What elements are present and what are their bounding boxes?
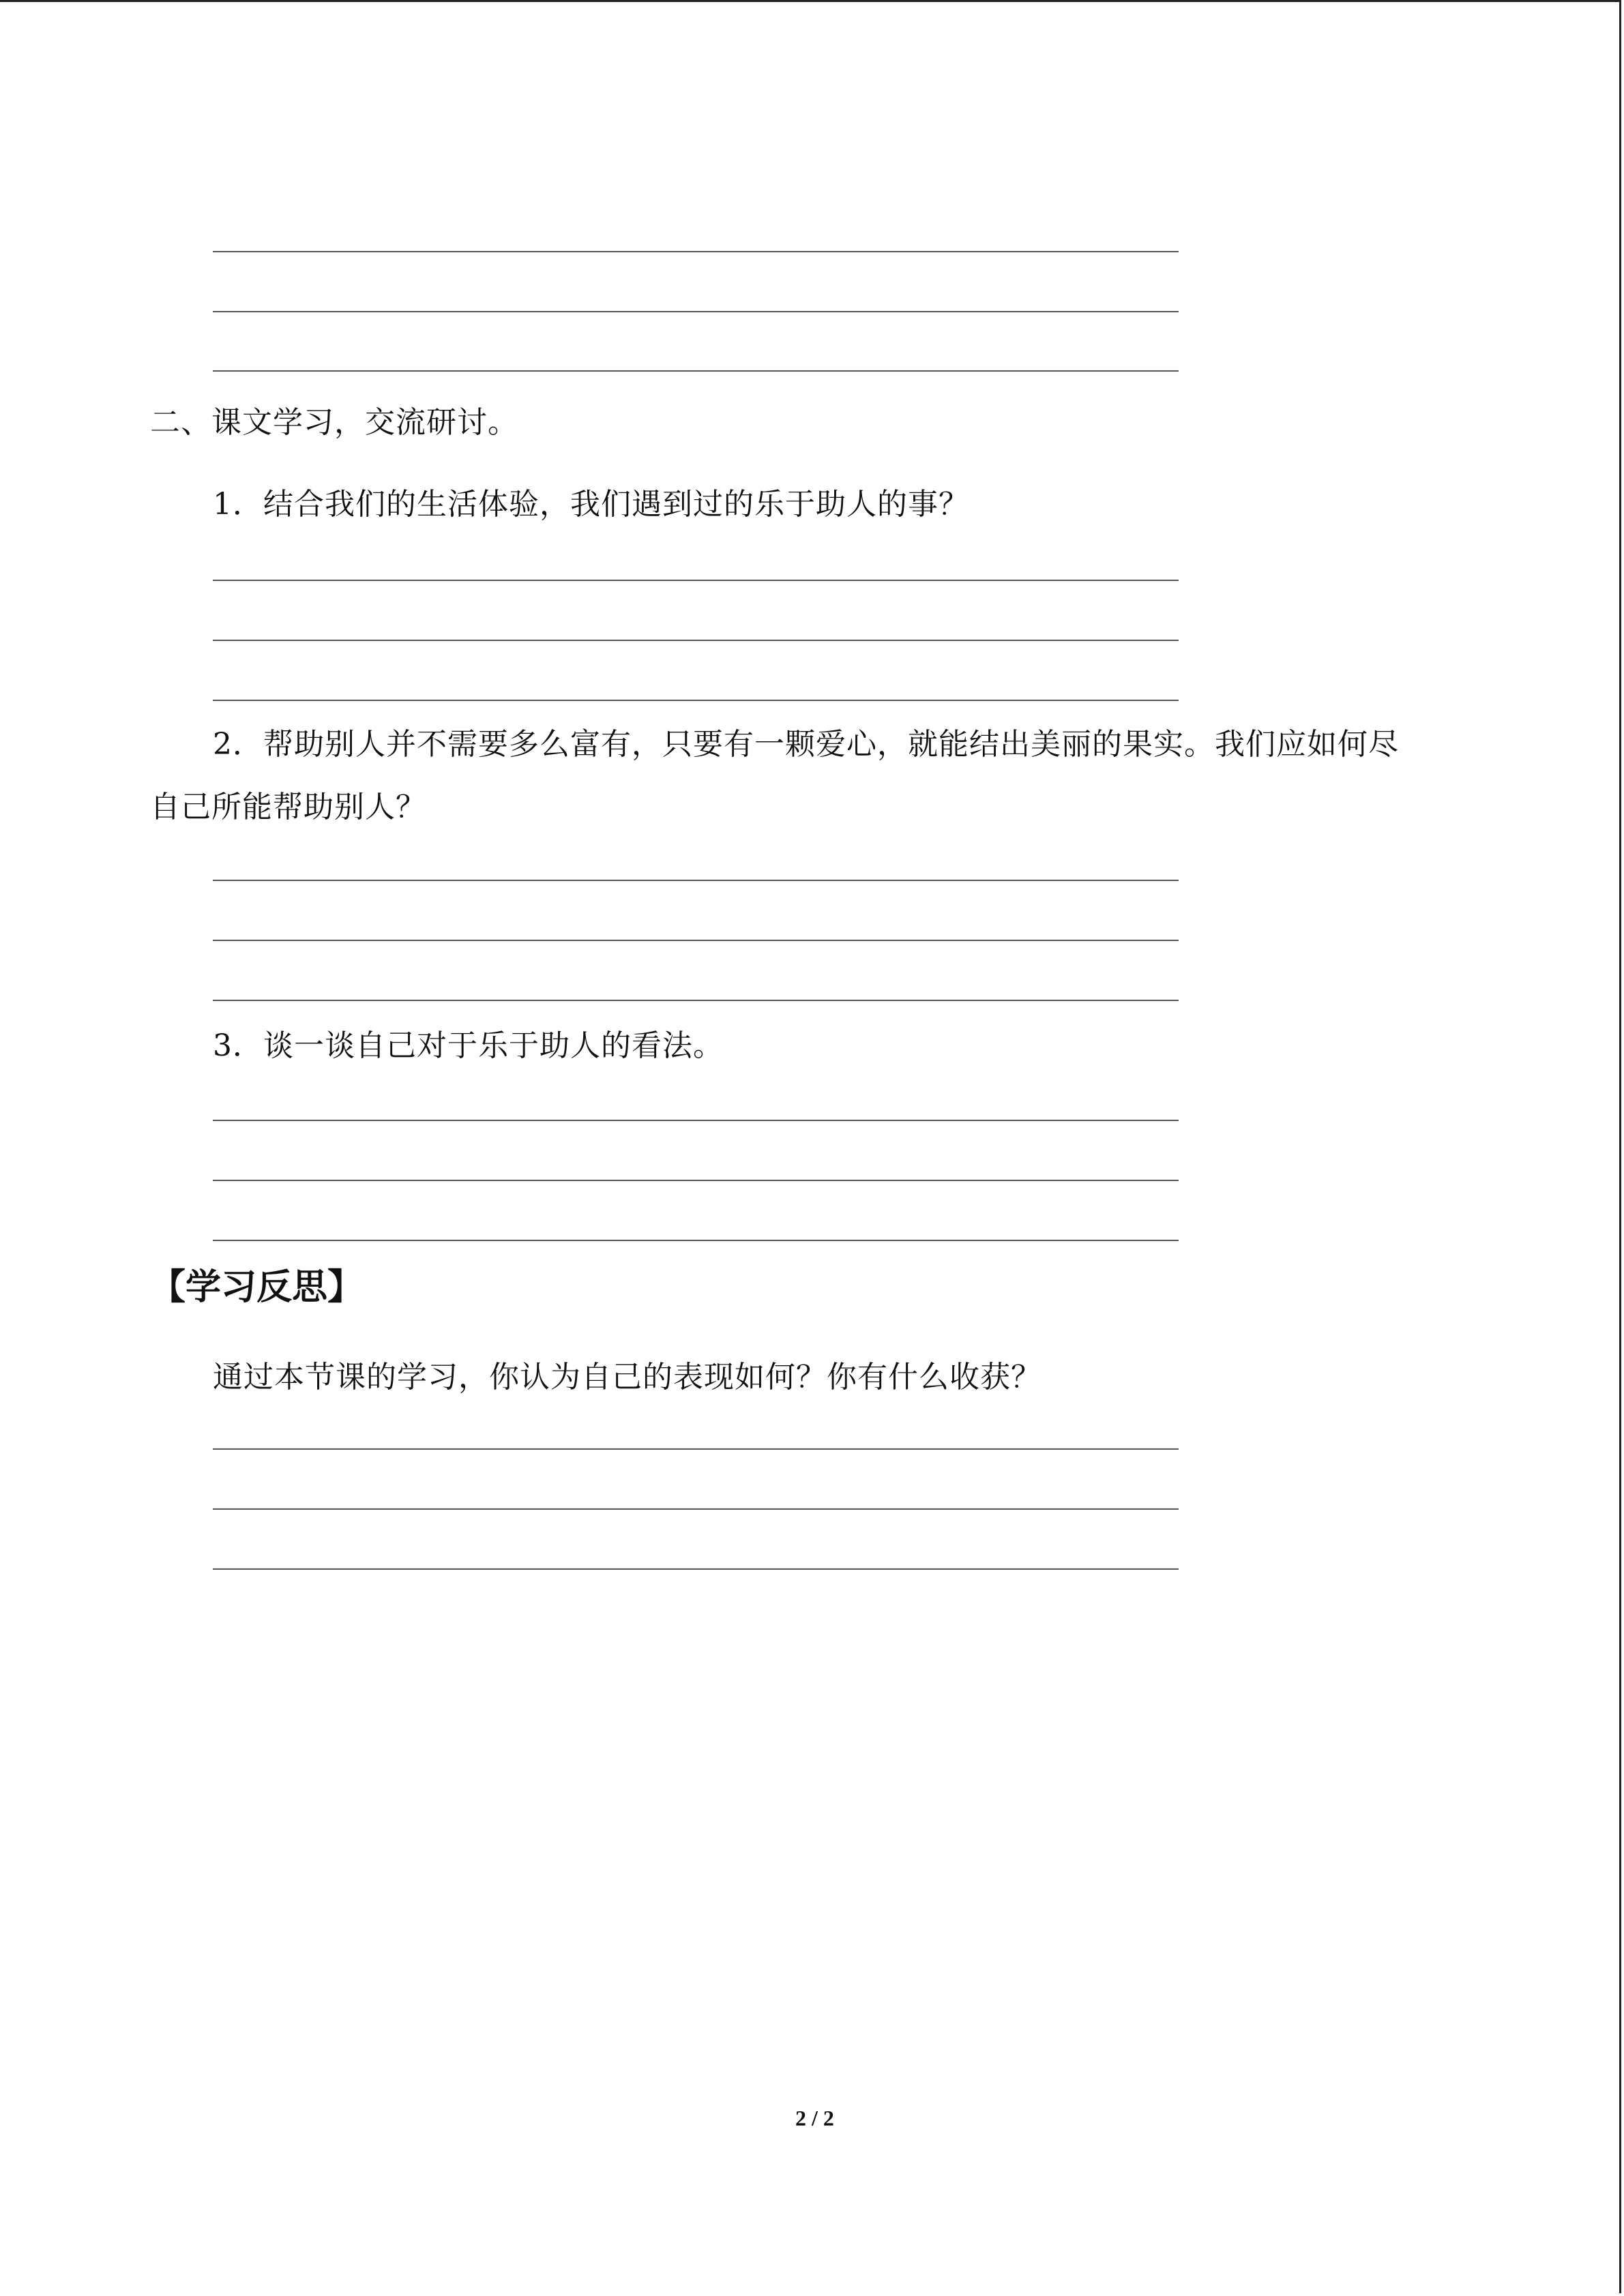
answer-line-reflection[interactable]: [213, 1448, 1179, 1450]
answer-line-q1[interactable]: [213, 580, 1179, 581]
answer-line-reflection[interactable]: [213, 1568, 1179, 1570]
answer-line-q1[interactable]: [213, 700, 1179, 701]
answer-line[interactable]: [213, 251, 1179, 252]
question-2-line-1: 2．帮助别人并不需要多么富有，只要有一颗爱心，就能结出美丽的果实。我们应如何尽: [213, 727, 1399, 762]
question-1: 1．结合我们的生活体验，我们遇到过的乐于助人的事？: [213, 487, 969, 522]
reflection-question: 通过本节课的学习，你认为自己的表现如何？你有什么收获？: [213, 1360, 1042, 1395]
section-heading: 二、课文学习，交流研讨。: [150, 405, 518, 440]
answer-line-q2[interactable]: [213, 880, 1179, 881]
reflection-title: 【学习反思】: [150, 1267, 364, 1308]
page-number: 2 / 2: [795, 2106, 834, 2130]
answer-line-q3[interactable]: [213, 1180, 1179, 1181]
answer-line-q1[interactable]: [213, 640, 1179, 641]
question-2-line-2: 自己所能帮助别人？: [150, 790, 426, 824]
answer-line-q3[interactable]: [213, 1240, 1179, 1241]
answer-line[interactable]: [213, 311, 1179, 312]
answer-line[interactable]: [213, 370, 1179, 372]
answer-line-q2[interactable]: [213, 940, 1179, 941]
answer-line-reflection[interactable]: [213, 1508, 1179, 1510]
question-3: 3．谈一谈自己对于乐于助人的看法。: [213, 1028, 724, 1063]
answer-line-q3[interactable]: [213, 1120, 1179, 1121]
answer-line-q2[interactable]: [213, 1000, 1179, 1001]
